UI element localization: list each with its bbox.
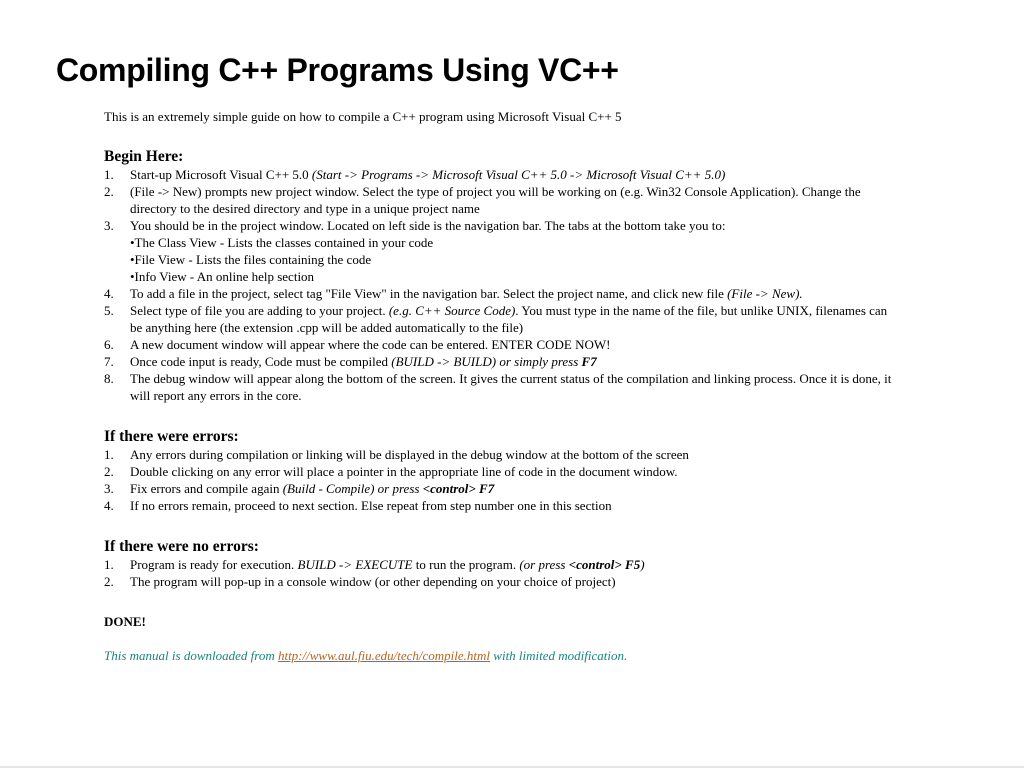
error-step-3: 3. Fix errors and compile again (Build - Compile) or press <control> F7 (104, 481, 495, 496)
begin-steps-continued (104, 285, 894, 404)
begin-steps (104, 166, 894, 234)
source-link[interactable]: http://www.aul.fiu.edu/tech/compile.html (277, 648, 491, 663)
step-3: 3. You should be in the project window. Located on left side is the navigation bar. The tabs at the bottom take you to: (104, 218, 726, 233)
document-body (104, 108, 894, 664)
step-1: 1. Start-up Microsoft Visual C++ 5.0 (Start -> Programs -> Microsoft Visual C++ 5.0 -> Microsoft Visual C++ 5.0) (104, 167, 726, 182)
error-step-1: 1. Any errors during compilation or linking will be displayed in the debug window at the bottom of the screen (104, 447, 689, 462)
errors-steps (104, 446, 894, 514)
begin-heading: Begin Here: (104, 148, 184, 165)
errors-section (104, 427, 894, 514)
bullet-file-view: •File View - Lists the files containing the code (130, 252, 372, 267)
error-step-2: 2. Double clicking on any error will place a pointer in the appropriate line of code in the document window. (104, 464, 678, 479)
done-label: DONE! (104, 614, 146, 629)
step-5: 5. Select type of file you are adding to your project. (e.g. C++ Source Code). You must type in the name of the file, but unlike UNIX, filenames can be anything here (the extension .cpp will be added automatically to the file) (104, 303, 888, 335)
no-error-step-1: 1. Program is ready for execution. BUILD -> EXECUTE to run the program. (or press <control> F5) (104, 557, 645, 572)
errors-heading: If there were errors: (104, 428, 239, 445)
page-title: Compiling C++ Programs Using VC++ (56, 52, 619, 88)
no-errors-heading: If there were no errors: (104, 538, 259, 555)
error-step-4: 4. If no errors remain, proceed to next section. Else repeat from step number one in this section (104, 498, 612, 513)
footer-note: This manual is downloaded from http://www.aul.fiu.edu/tech/compile.html with limited modification. (104, 648, 628, 663)
begin-section (104, 147, 894, 404)
step-2: 2. (File -> New) prompts new project window. Select the type of project you will be working on (e.g. Win32 Console Application). Change the directory to the desired directory and type in a unique project name (104, 184, 861, 216)
step-7: 7. Once code input is ready, Code must be compiled (BUILD -> BUILD) or simply press F7 (104, 354, 597, 369)
step-8: 8. The debug window will appear along the bottom of the screen. It gives the current status of the compilation and linking process. Once it is done, it will report any errors in the core. (104, 371, 892, 403)
intro-paragraph: This is an extremely simple guide on how to compile a C++ program using Microsoft Visual C++ 5 (104, 109, 622, 124)
navigation-tabs-list (104, 234, 894, 285)
step-4: 4. To add a file in the project, select tag "File View" in the navigation bar. Select the project name, and click new file (File -> New). (104, 286, 803, 301)
bullet-info-view: •Info View - An online help section (130, 269, 315, 284)
bullet-class-view: •The Class View - Lists the classes contained in your code (130, 235, 434, 250)
no-errors-section (104, 537, 894, 590)
no-error-step-2: 2. The program will pop-up in a console window (or other depending on your choice of project) (104, 574, 616, 589)
step-6: 6. A new document window will appear where the code can be entered. ENTER CODE NOW! (104, 337, 611, 352)
no-errors-steps (104, 556, 894, 590)
